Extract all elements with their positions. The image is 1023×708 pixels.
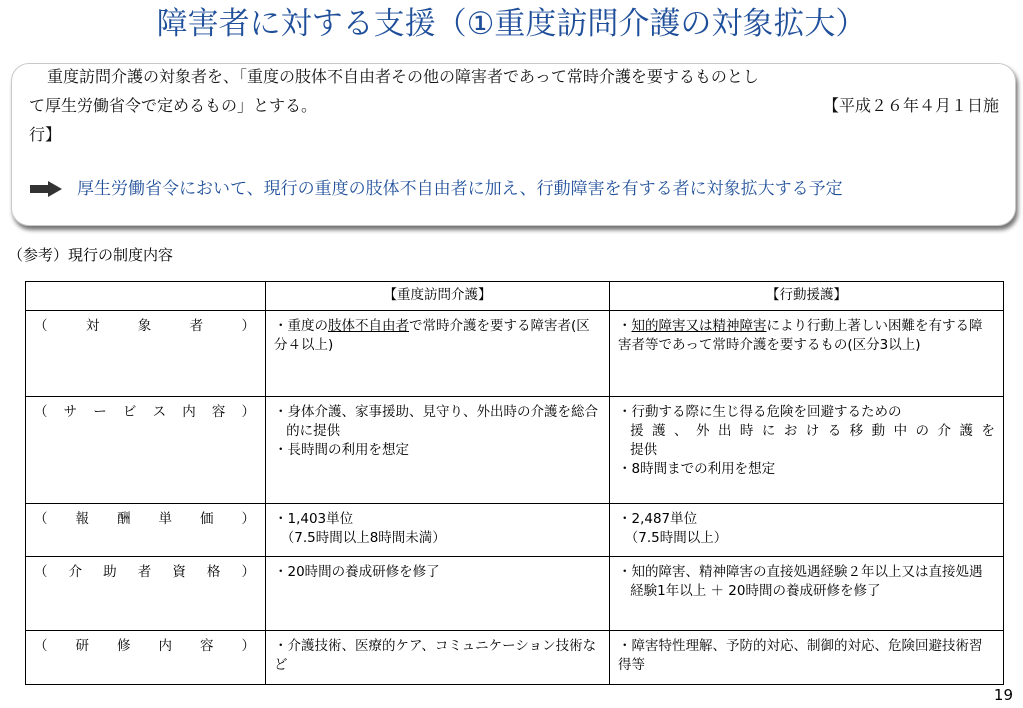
cell-target-heavy [266, 311, 610, 397]
cell-fee-behavior [610, 504, 1004, 557]
cell-line: ・長時間の利用を想定 [274, 442, 409, 458]
cell-line: （7.5時間以上8時間未満） [280, 530, 446, 546]
label-char: 研 [75, 638, 89, 654]
label-char: ス [152, 404, 167, 420]
char: お [783, 423, 798, 439]
table-row [26, 557, 1004, 631]
cell-service-heavy [266, 397, 610, 504]
char: 援 [630, 423, 644, 439]
label-char: 対 [85, 318, 100, 334]
cell-line: ・2,487単位 [618, 511, 698, 527]
label-char: ビ [122, 404, 137, 420]
label-char: 容 [211, 404, 226, 420]
label-char: 酬 [117, 511, 131, 527]
label-char: ー [93, 404, 107, 420]
label-char: 介 [68, 564, 83, 580]
cell-target-behavior [610, 311, 1004, 397]
label-char: 内 [158, 638, 172, 654]
label-char: 内 [182, 404, 196, 420]
char: け [805, 423, 820, 439]
cell-text: で常時介護を要する障害者(区分４以上) [274, 318, 590, 353]
label-char: 助 [103, 564, 117, 580]
table-row [26, 311, 1004, 397]
cell-line: ・身体介護、家事援助、見守り、外出時の介護を総合的に提供 [274, 404, 598, 439]
cell-service-behavior [610, 397, 1004, 504]
comparison-table [25, 281, 1004, 685]
page-number: 19 [993, 686, 1013, 704]
label-char: 容 [200, 638, 214, 654]
label-char: 者 [137, 564, 152, 580]
cell-line: （7.5時間以上） [624, 530, 728, 546]
cell-training-behavior [610, 631, 1004, 685]
reference-label: （参考）現行の制度内容 [8, 246, 174, 264]
summary-line-1 [29, 62, 999, 91]
char: 介 [937, 423, 951, 439]
header-heavy-visit-care: 【重度訪問介護】 [266, 282, 610, 311]
cell-line: ・1,403単位 [274, 511, 354, 527]
table-row [26, 504, 1004, 557]
label-char: ） [241, 318, 255, 334]
summary-line-2-text: て厚生労働省令で定めるもの」とする。 [29, 96, 318, 115]
char: 出 [717, 423, 732, 439]
char: 時 [739, 423, 754, 439]
cell-line: ・知的障害、精神障害の直接処遇経験２年以上又は直接処遇経験1年以上 ＋ 20時間の養成研修を修了 [618, 564, 983, 599]
char: 護 [652, 423, 666, 439]
cell-line: ・介護技術、医療的ケア、コミュニケーション技術など [274, 638, 597, 673]
char: 、 [674, 423, 688, 439]
underlined-text: 知的障害又は精神障害 [631, 318, 767, 334]
label-char: （ [34, 318, 48, 334]
arrow-note-text: 厚生労働省令において、現行の重度の肢体不自由者に加え、行動障害を有する者に対象拡大する予定 [77, 179, 843, 199]
cell-line: ・行動する際に生じ得る危険を回避するための [618, 404, 902, 420]
char: る [827, 423, 842, 439]
cell-text: ・重度の [274, 318, 328, 334]
label-char: 単 [158, 511, 172, 527]
cell-training-heavy [266, 631, 610, 685]
char: を [981, 423, 995, 439]
header-blank [26, 282, 266, 311]
table-row [26, 397, 1004, 504]
row-label [26, 311, 266, 397]
label-char: 資 [172, 564, 186, 580]
cell-qualification-heavy [266, 557, 610, 631]
table-row [26, 631, 1004, 685]
char: に [761, 423, 776, 439]
underlined-text: 肢体不自由者 [328, 318, 409, 334]
char: 移 [849, 423, 864, 439]
cell-line: ・8時間までの利用を想定 [618, 461, 776, 477]
right-arrow-icon [30, 181, 62, 197]
row-label [26, 504, 266, 557]
cell-fee-heavy [266, 504, 610, 557]
cell-text: により行動上著しい困難を有する障害者等であって常時介護を要するもの(区分3以上) [618, 318, 983, 353]
label-char: （ [34, 638, 48, 654]
label-char: 報 [75, 511, 89, 527]
cell-line: ・障害特性理解、予防的対応、制御的対応、危険回避技術習得等 [618, 638, 983, 673]
header-behavior-support: 【行動援護】 [610, 282, 1004, 311]
summary-line-1-text: 重度訪問介護の対象者を、「重度の肢体不自由者その他の障害者であって常時介護を要するものとし [47, 67, 759, 86]
row-label [26, 397, 266, 504]
label-char: 格 [206, 564, 221, 580]
char: 動 [871, 423, 886, 439]
effective-date: 【平成２６年４月１日施 [822, 96, 999, 115]
row-label [26, 557, 266, 631]
summary-line-3: 行】 [29, 125, 62, 144]
label-char: サ [63, 404, 78, 420]
label-char: 象 [137, 318, 152, 334]
label-char: （ [34, 511, 48, 527]
char: 外 [696, 423, 710, 439]
cell-qualification-behavior [610, 557, 1004, 631]
label-char: ） [241, 564, 255, 580]
label-char: 修 [117, 638, 131, 654]
char: 中 [893, 423, 908, 439]
table-header-row [26, 282, 1004, 311]
label-char: ） [241, 638, 255, 654]
cell-line: ・20時間の養成研修を修了 [274, 564, 440, 580]
label-char: 者 [189, 318, 204, 334]
page-title: 障害者に対する支援（①重度訪問介護の対象拡大） [156, 6, 867, 42]
label-char: （ [34, 404, 48, 420]
label-char: ） [241, 511, 255, 527]
char: の [915, 423, 930, 439]
row-label [26, 631, 266, 685]
cell-text: ・ [618, 318, 632, 334]
label-char: ） [241, 404, 255, 420]
label-char: （ [34, 564, 48, 580]
summary-line-2 [29, 91, 999, 120]
cell-line: 提供 [630, 442, 658, 458]
summary-text [29, 62, 999, 149]
label-char: 価 [200, 511, 214, 527]
cell-line-justified [630, 422, 995, 441]
char: 護 [959, 423, 973, 439]
arrow-note [30, 177, 970, 202]
